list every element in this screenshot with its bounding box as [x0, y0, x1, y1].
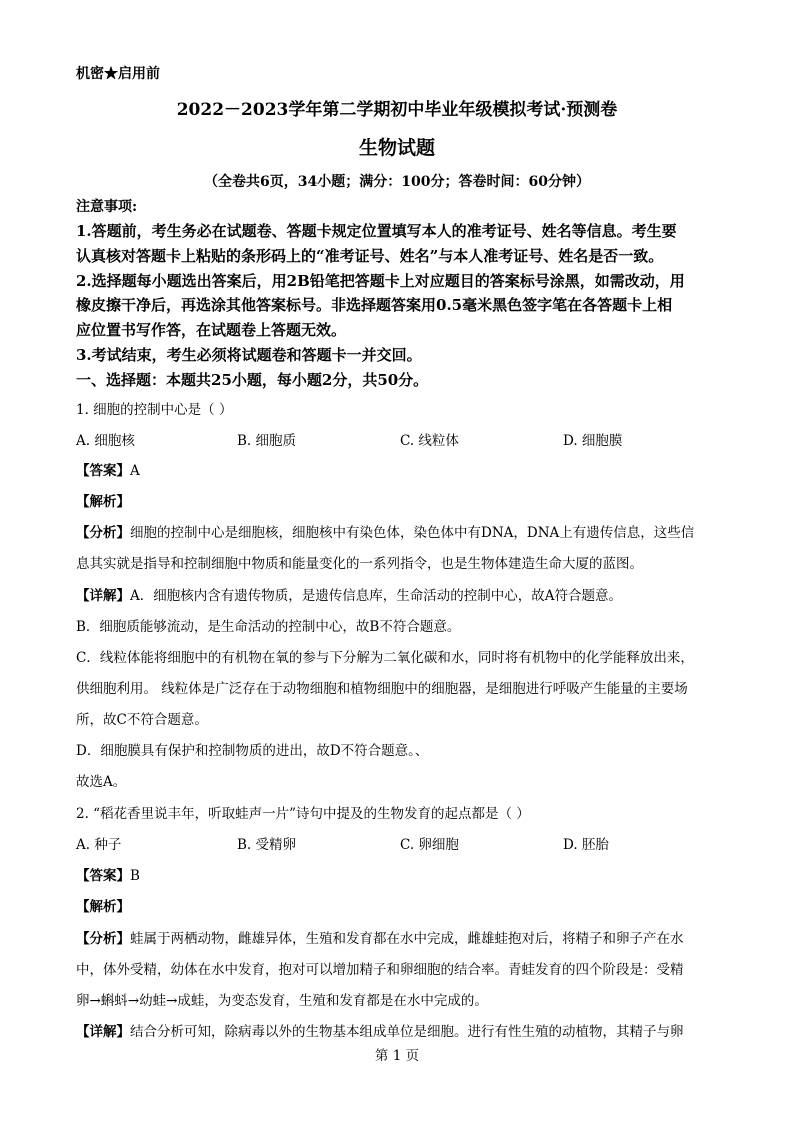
- explanation-line: 所，故C不符合题意。: [76, 712, 208, 728]
- answer-value: A: [130, 463, 140, 479]
- option-c: C. 卵细胞: [400, 837, 459, 853]
- notice-line: 应位置书写作答，在试题卷上答题无效。: [76, 321, 347, 339]
- xiangjie-text: 结合分析可知，除病毒以外的生物基本组成单位是细胞。进行有性生殖的动植物，其精子与卵: [130, 1024, 684, 1040]
- option-c: C. 线粒体: [400, 433, 459, 449]
- notice-line: 认真核对答题卡上粘贴的条形码上的“准考证号、姓名”与本人准考证号、姓名是否一致。: [76, 247, 664, 265]
- exam-info: （全卷共6页，34小题；满分：100分；答卷时间：60分钟）: [204, 174, 590, 190]
- subject-title: 生物试题: [358, 137, 435, 159]
- option-d: D. 细胞膜: [563, 433, 623, 449]
- explanation-line: B．细胞质能够流动，是生命活动的控制中心，故B不符合题意。: [76, 619, 461, 635]
- analysis-tag: 【解析】: [76, 494, 130, 510]
- notice-line: 3.考试结束，考生必须将试题卷和答题卡一并交回。: [76, 346, 422, 364]
- xiangjie-line: [76, 1020, 718, 1040]
- xiangjie-text: A．细胞核内含有遗传物质，是遗传信息库，生命活动的控制中心，故A符合题意。: [130, 588, 622, 604]
- xiangjie-tag: 【详解】: [76, 588, 130, 604]
- notice-heading: 注意事项:: [76, 199, 138, 215]
- answer-value: B: [130, 868, 140, 884]
- fenxi-tag: 【分析】: [76, 931, 130, 947]
- exam-title: 2022－2023学年第二学期初中毕业年级模拟考试·预测卷: [176, 100, 618, 120]
- page-number: 第 1 页: [374, 1048, 420, 1064]
- notice-line: 2.选择题每小题选出答案后，用2B铅笔把答题卡上对应题目的答案标号涂黑，如需改动，用: [76, 272, 685, 290]
- explanation-line: 故选A。: [76, 774, 127, 790]
- fenxi-text: 细胞的控制中心是细胞核，细胞核中有染色体，染色体中有DNA，DNA上有遗传信息，这些信: [130, 525, 695, 541]
- explanation-line: C．线粒体能将细胞中的有机物在氧的参与下分解为二氧化碳和水，同时将有机物中的化学能释放出来，: [76, 650, 694, 666]
- confidential-label: 机密★启用前: [76, 66, 160, 82]
- option-b: B. 细胞质: [237, 433, 297, 449]
- answer-line: [76, 459, 718, 479]
- fenxi-text: 蛙属于两栖动物，雌雄异体，生殖和发育都在水中完成，雌雄蛙抱对后，将精子和卵子产在水: [130, 931, 684, 947]
- xiangjie-tag: 【详解】: [76, 1024, 130, 1040]
- option-b: B. 受精卵: [237, 837, 297, 853]
- notice-line: 1.答题前，考生务必在试题卷、答题卡规定位置填写本人的准考证号、姓名等信息。考生要: [76, 222, 677, 240]
- answer-line: [76, 864, 718, 884]
- section-heading: 一、选择题：本题共25小题，每小题2分，共50分。: [76, 371, 429, 389]
- option-a: A. 细胞核: [76, 433, 135, 449]
- option-a: A. 种子: [76, 837, 122, 853]
- fenxi-line: 中，体外受精，幼体在水中发育，抱对可以增加精子和卵细胞的结合率。青蛙发育的四个阶段是：受精: [76, 962, 684, 978]
- fenxi-line: [76, 521, 718, 541]
- explanation-line: D．细胞膜具有保护和控制物质的进出，故D不符合题意。、: [76, 743, 429, 759]
- explanation-line: 供细胞利用。 线粒体是广泛存在于动物细胞和植物细胞中的细胞器，是细胞进行呼吸产生能量的主要场: [76, 681, 688, 697]
- question-stem: 1. 细胞的控制中心是（ ）: [76, 402, 233, 418]
- fenxi-line: 卵→蝌蚪→幼蛙→成蛙，为变态发育，生殖和发育都是在水中完成的。: [76, 993, 488, 1009]
- question-stem: 2. “稻花香里说丰年，听取蛙声一片”诗句中提及的生物发育的起点都是（ ）: [76, 806, 530, 822]
- answer-tag: 【答案】: [76, 868, 130, 884]
- notice-line: 橡皮擦干净后，再选涂其他答案标号。非选择题答案用0.5毫米黑色签字笔在各答题卡上相: [76, 296, 673, 314]
- option-d: D. 胚胎: [563, 837, 609, 853]
- xiangjie-line: [76, 584, 718, 604]
- fenxi-tag: 【分析】: [76, 525, 130, 541]
- analysis-tag: 【解析】: [76, 899, 130, 915]
- answer-tag: 【答案】: [76, 463, 130, 479]
- fenxi-line: [76, 927, 718, 947]
- fenxi-line: 息其实就是指导和控制细胞中物质和能量变化的一系列指令，也是生物体建造生命大厦的蓝图。: [76, 556, 643, 572]
